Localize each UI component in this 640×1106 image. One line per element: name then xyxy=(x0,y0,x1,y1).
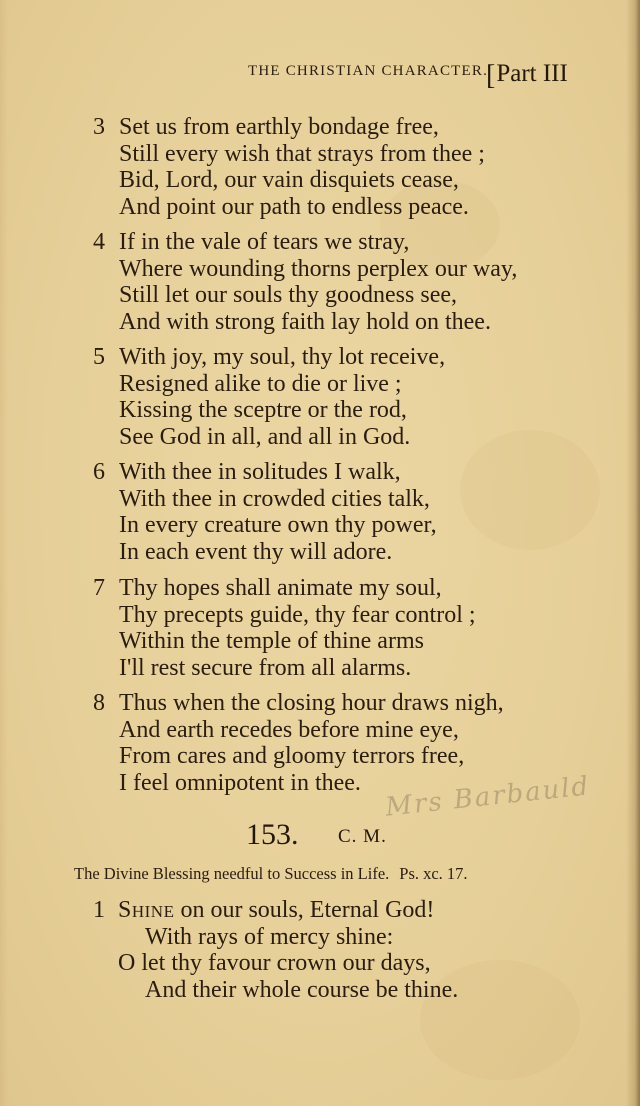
verse-line: With joy, my soul, thy lot receive, xyxy=(119,344,446,370)
verse-line: I feel omnipotent in thee. xyxy=(119,769,361,796)
verse-line: Thy hopes shall animate my soul, xyxy=(119,575,442,601)
scripture-reference: Ps. xc. 17. xyxy=(399,864,468,883)
verse-line: From cares and gloomy terrors free, xyxy=(119,743,465,769)
stanza-number: 1 xyxy=(93,897,105,923)
verse-line: And their whole course be thine. xyxy=(145,976,459,1003)
stanza-number: 7 xyxy=(93,575,105,601)
stanza-3 xyxy=(93,114,485,220)
verse-line: Resigned alike to die or live ; xyxy=(119,370,402,397)
running-title: THE CHRISTIAN CHARACTER. xyxy=(248,63,489,79)
handwritten-annotation: Mrs Barbauld xyxy=(383,771,592,823)
stanza-number: 6 xyxy=(93,459,105,485)
stanza-6 xyxy=(93,459,437,565)
stanza-number: 5 xyxy=(93,344,105,370)
hymn-number: 153. xyxy=(246,818,299,851)
verse-line: In every creature own thy power, xyxy=(119,512,437,538)
stanza-number: 8 xyxy=(93,690,105,716)
verse-line: Thus when the closing hour draws nigh, xyxy=(119,690,504,716)
part-bracket: [ xyxy=(486,60,496,91)
stanza-5 xyxy=(93,344,445,450)
first-word: Shine xyxy=(118,897,175,923)
verse-line: And earth recedes before mine eye, xyxy=(119,716,459,743)
first-line-rest: on our souls, Eternal God! xyxy=(174,897,435,923)
verse-line: Still every wish that strays from thee ; xyxy=(119,140,485,167)
verse-line xyxy=(93,897,458,924)
hymn-subtitle xyxy=(74,864,468,884)
hymn-meter: C. M. xyxy=(338,826,387,847)
verse-line: Bid, Lord, our vain disquiets cease, xyxy=(119,167,459,193)
verse-line: If in the vale of tears we stray, xyxy=(119,229,410,255)
part-label xyxy=(486,57,568,89)
verse-line: Thy precepts guide, thy fear control ; xyxy=(119,601,476,628)
verse-line: Still let our souls thy goodness see, xyxy=(119,282,457,308)
verse-line: Where wounding thorns perplex our way, xyxy=(119,255,518,282)
verse-line: And point our path to endless peace. xyxy=(119,193,469,220)
verse-line: I'll rest secure from all alarms. xyxy=(119,654,412,681)
hymn-153-stanza-1 xyxy=(93,897,458,1003)
verse-line: In each event thy will adore. xyxy=(119,538,393,565)
verse-line: With thee in solitudes I walk, xyxy=(119,459,401,485)
verse-line: See God in all, and all in God. xyxy=(119,423,411,450)
verse-line: Within the temple of thine arms xyxy=(119,628,424,654)
hymn-subtitle-text: The Divine Blessing needful to Success in Life. xyxy=(74,864,390,883)
stanza-number: 4 xyxy=(93,229,105,255)
stanza-7 xyxy=(93,575,476,681)
verse-line: With rays of mercy shine: xyxy=(145,923,394,950)
stanza-number: 3 xyxy=(93,114,105,140)
stanza-8 xyxy=(93,690,504,796)
verse-line: Kissing the sceptre or the rod, xyxy=(119,397,407,423)
part-label-text: Part III xyxy=(496,60,568,87)
paper-stain xyxy=(460,430,600,550)
verse-line: With thee in crowded cities talk, xyxy=(119,485,430,512)
verse-line: O let thy favour crown our days, xyxy=(118,950,431,976)
stanza-4 xyxy=(93,229,517,335)
verse-line: And with strong faith lay hold on thee. xyxy=(119,308,491,335)
verse-line: Set us from earthly bondage free, xyxy=(119,114,439,140)
